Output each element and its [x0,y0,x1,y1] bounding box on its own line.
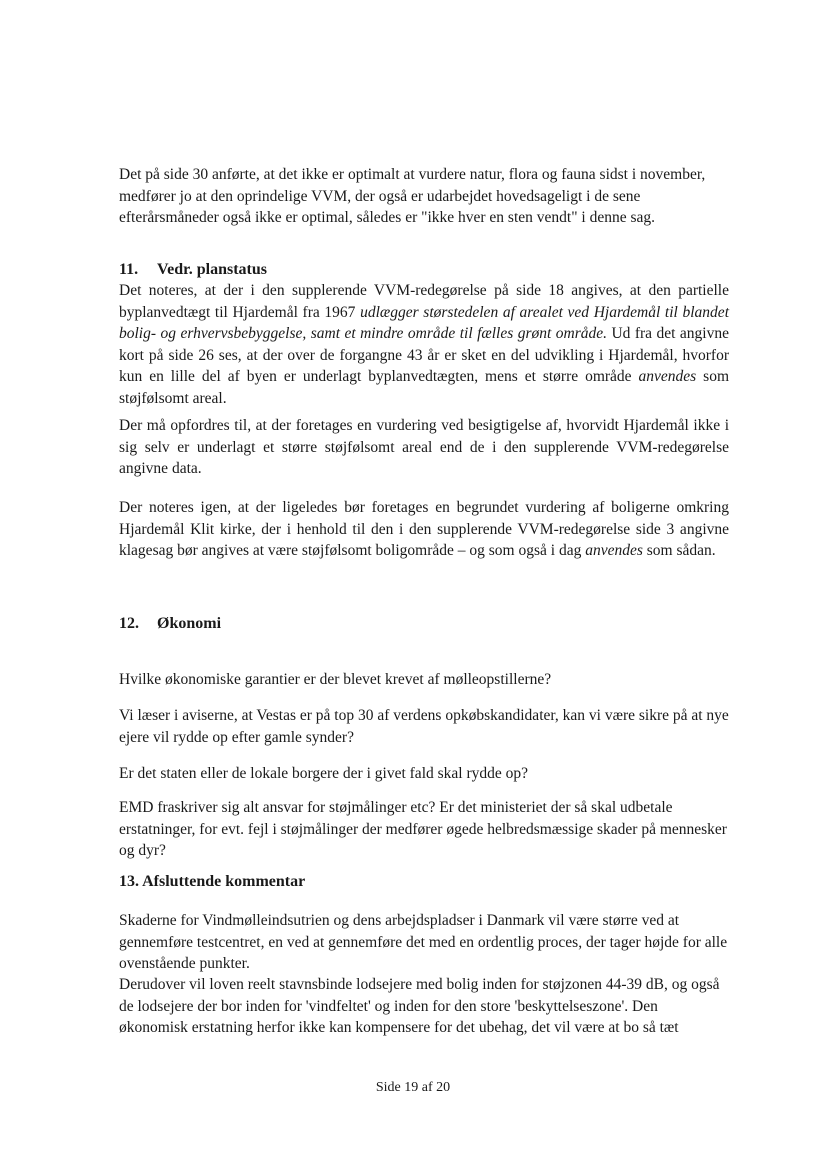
text-span: Ud fra det angivne kort på side 26 ses, at der over de forgangne 43 år er sket en del udvikling i Hjardemål, hvorfor kun en lille del af byen er underlagt byplanvedtægten, mens et større område [119,325,729,385]
intro-paragraph [119,164,729,229]
text-span: som støjfølsomt areal. [119,368,729,407]
section-12-number: 12. [119,615,139,632]
paragraph-text: Er det staten eller de lokale borgere der i givet fald skal rydde op? [119,765,529,782]
section-13-heading [119,872,305,892]
intro-text: Det på side 30 anførte, at det ikke er optimalt at vurdere natur, flora og fauna sidst i november, medfører jo at den oprindelige VVM, der også er udarbejdet hovedsageligt i de sene efterårsmåneder også ikke er optimal, således er "ikke hver en sten vendt" i denne sag. [119,166,706,226]
section-11-heading [119,260,267,280]
text-span: Der noteres igen, at der ligeledes bør foretages en begrundet vurdering af boligerne omkring Hjardemål Klit kirke, der i henhold til den i den supplerende VVM-redegørelse side 3 angivne klagesag bør angives at være støjfølsomt boligområde – og som også i dag [119,499,729,559]
section-13-paragraph-2 [119,974,729,1039]
text-span: Det noteres, at der i den supplerende VVM-redegørelse på side 18 angives, at den partielle byplanvedtægt til Hjardemål fra 1967 [119,282,729,321]
section-12-paragraph-3 [119,763,729,785]
page-footer: Side 19 af 20 [375,1080,451,1095]
section-11-paragraph-1 [119,280,729,409]
section-11-title: Vedr. planstatus [157,261,267,278]
italic-span: anvendes [638,368,697,385]
paragraph-text: Der må opfordres til, at der foretages en vurdering ved besigtigelse af, hvorvidt Hjardemål ikke i sig selv er underlagt et større støjfølsomt areal end de i den supplerende VVM-redegørelse angivne data. [119,417,729,477]
text-span: som sådan. [642,542,716,559]
section-12-paragraph-4 [119,797,729,862]
section-12-heading [119,614,221,634]
section-13-paragraph-1 [119,910,729,975]
section-11-paragraph-3 [119,497,729,562]
section-12-paragraph-2 [119,705,729,748]
paragraph-text: EMD fraskriver sig alt ansvar for støjmålinger etc? Er det ministeriet der så skal udbetale erstatninger, for evt. fejl i støjmålinger der medfører øgede helbredsmæssige skader på mennesker og dyr? [119,799,727,859]
section-11-number: 11. [119,261,139,278]
section-11-paragraph-2 [119,415,729,480]
paragraph-text: Derudover vil loven reelt stavnsbinde lodsejere med bolig inden for støjzonen 44-39 dB, og også de lodsejere der bor inden for 'vindfeltet' og inden for den store 'beskyttelseszone'. Den økonomisk erstatning herfor ikke kan kompensere for det ubehag, det vil være at bo så tæt [119,976,720,1036]
paragraph-text: Hvilke økonomiske garantier er der blevet krevet af mølleopstillerne? [119,671,552,688]
italic-span: udlægger størstedelen af arealet ved Hjardemål til blandet bolig- og erhvervsbebyggelse, samt et mindre område til fælles grønt område. [119,303,729,342]
section-13-title: 13. Afsluttende kommentar [119,873,306,890]
section-12-paragraph-1 [119,669,729,691]
section-12-title: Økonomi [157,615,222,632]
paragraph-text: Skaderne for Vindmølleindsutrien og dens arbejdspladser i Danmark vil være større ved at gennemføre testcentret, en ved at gennemføre det med en ordentlig proces, der tager højde for alle ovenstående punkter. [119,912,728,972]
italic-span: anvendes [585,542,643,559]
paragraph-text: Vi læser i aviserne, at Vestas er på top 30 af verdens opkøbskandidater, kan vi være sikre på at nye ejere vil rydde op efter gamle synder? [119,707,729,746]
